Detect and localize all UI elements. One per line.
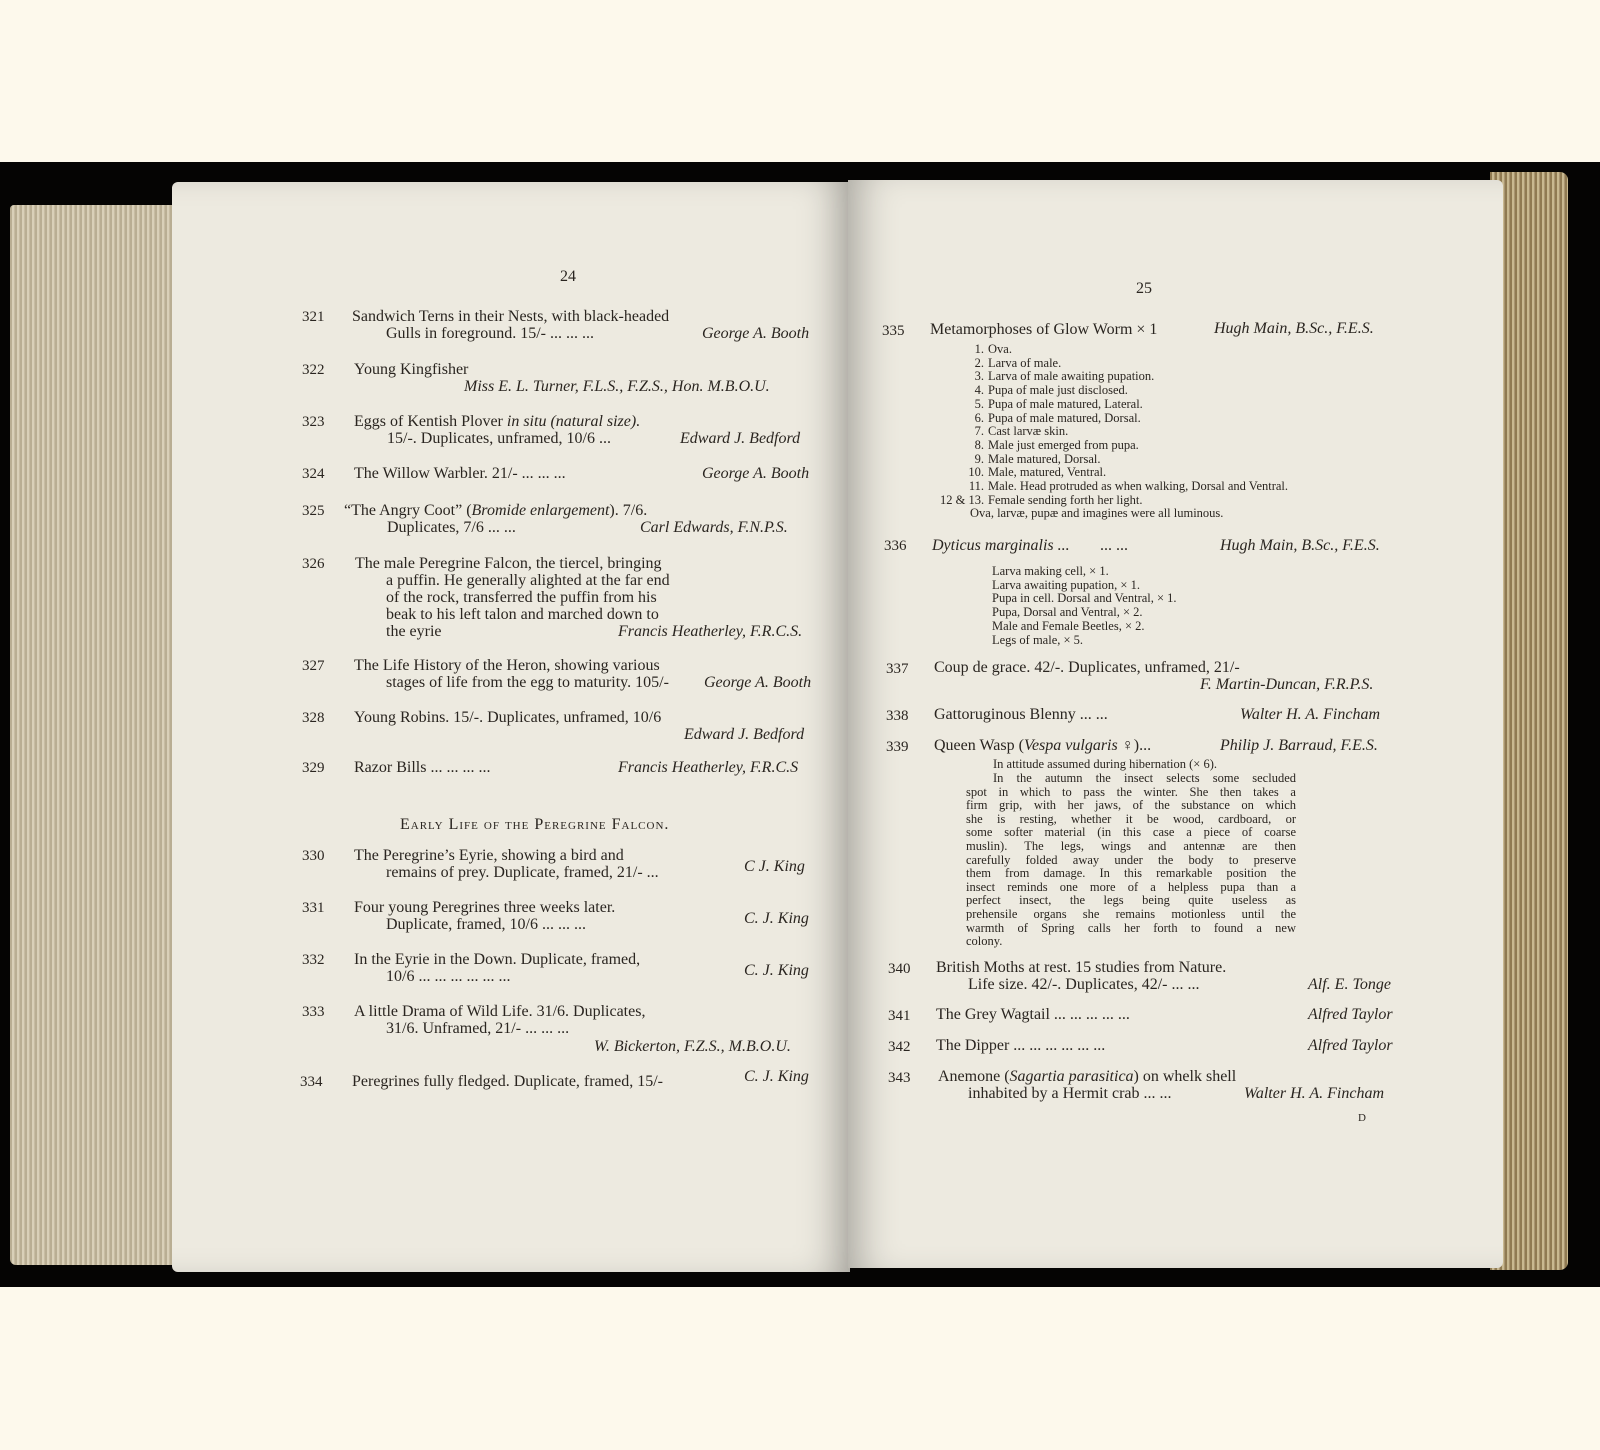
list-number: 10. <box>968 465 984 480</box>
entry-line: The Peregrine’s Eyrie, showing a bird and <box>354 847 624 864</box>
entry-author: George A. Booth <box>702 465 810 482</box>
list-text: Ova. <box>988 342 1012 356</box>
list-number: 11. <box>968 479 984 494</box>
entry-number: 341 <box>888 1008 911 1024</box>
entry-line: Young Robins. 15/-. Duplicates, unframed, 10/6 <box>354 709 662 726</box>
entry-author: C. J. King <box>744 910 809 927</box>
entry-tail: ). 7/6. <box>609 502 648 519</box>
entry-line: 15/-. Duplicates, unframed, 10/6 ... <box>387 430 611 447</box>
entry-author: George A. Booth <box>704 674 812 691</box>
signature-mark: D <box>1358 1112 1366 1124</box>
list-item: Male and Female Beetles, × 2. <box>992 618 1145 633</box>
entry-number: 337 <box>886 661 909 677</box>
entry-line: The Willow Warbler. 21/- ... ... ... <box>354 465 566 482</box>
entry-author: Miss E. L. Turner, F.L.S., F.Z.S., Hon. M.B.O.U. <box>464 378 770 395</box>
entry-number: 331 <box>302 900 325 916</box>
list-item <box>940 412 1288 426</box>
list-item <box>940 439 1288 453</box>
list-number: 1. <box>974 342 984 356</box>
list-number: 6. <box>974 410 984 425</box>
entry-number: 323 <box>302 414 325 430</box>
entry-number: 329 <box>302 760 325 776</box>
entry-author: Walter H. A. Fincham <box>1244 1085 1384 1102</box>
entry-number: 324 <box>302 466 325 482</box>
list-text: Male just emerged from pupa. <box>988 437 1139 452</box>
left-page <box>172 182 850 1272</box>
entry-line: Metamorphoses of Glow Worm × 1 <box>930 321 1158 338</box>
entry-author: Carl Edwards, F.N.P.S. <box>640 519 788 536</box>
list-number: 5. <box>974 396 984 411</box>
entry-line-text: Eggs of Kentish Plover <box>354 413 503 430</box>
entry-number: 326 <box>302 556 325 572</box>
entry-italic: Bromide enlargement <box>471 502 610 519</box>
stage-list <box>940 343 1288 521</box>
paragraph-line: she is resting, whether it be wood, cardboard, or <box>966 811 1296 826</box>
paragraph-line: In the autumn the insect selects some secluded <box>993 771 1296 785</box>
entry-author: Edward J. Bedford <box>684 726 805 743</box>
entry-number: 343 <box>888 1070 911 1086</box>
entry-line: In the Eyrie in the Down. Duplicate, framed, <box>354 951 641 968</box>
entry-number: 328 <box>302 710 325 726</box>
paragraph-line: them from damage. In this remarkable position the <box>966 866 1296 881</box>
page-number: 24 <box>560 268 576 285</box>
wasp-paragraph <box>966 772 1296 949</box>
entry-author: W. Bickerton, F.Z.S., M.B.O.U. <box>594 1038 791 1055</box>
paragraph-line: firm grip, with her jaws, of the substance on which <box>966 798 1296 813</box>
entry-line: Razor Bills ... ... ... ... <box>354 759 491 776</box>
entry-line: 10/6 ... ... ... ... ... ... <box>386 968 511 985</box>
paragraph-line: carefully folded away under the body to preserve <box>966 852 1296 867</box>
entry-number: 335 <box>882 323 905 339</box>
list-item: Pupa in cell. Dorsal and Ventral, × 1. <box>992 591 1177 606</box>
list-item: Legs of male, × 5. <box>992 632 1084 647</box>
list-note-text: Ova, larvæ, pupæ and imagines were all luminous. <box>970 506 1224 521</box>
list-text: Larva of male awaiting pupation. <box>988 369 1155 384</box>
entry-line: Gulls in foreground. 15/- ... ... ... <box>386 325 594 342</box>
entry-author: Walter H. A. Fincham <box>1240 706 1380 723</box>
entry-author: C. J. King <box>744 1068 809 1085</box>
entry-italic: Vespa vulgaris ♀ <box>1023 737 1134 754</box>
list-text: Larva of male. <box>988 355 1062 370</box>
entry-dots: ... ... <box>1100 537 1128 554</box>
entry-line: A little Drama of Wild Life. 31/6. Duplicates, <box>354 1003 646 1020</box>
list-note <box>940 507 1288 521</box>
entry-line: The Dipper ... ... ... ... ... ... <box>936 1037 1106 1054</box>
entry-author: Hugh Main, B.Sc., F.E.S. <box>1214 320 1374 337</box>
paragraph-line: muslin). The legs, wings and antennæ are then <box>966 838 1296 853</box>
paragraph-line: spot in which to pass the winter. She then takes a <box>966 784 1296 799</box>
entry-author: Francis Heatherley, F.R.C.S. <box>618 623 803 640</box>
left-page-edges <box>10 205 190 1265</box>
list-item <box>940 494 1288 508</box>
entry-author: Alfred Taylor <box>1308 1006 1393 1023</box>
entry-number: 321 <box>302 309 325 325</box>
entry-author: Alf. E. Tonge <box>1308 976 1391 993</box>
paragraph-line: insect reminds one more of a helpless pupa than a <box>966 879 1296 894</box>
list-item <box>940 466 1288 480</box>
entry-line: remains of prey. Duplicate, framed, 21/- ... <box>386 864 659 881</box>
entry-author: C. J. King <box>744 962 809 979</box>
entry-author: Francis Heatherley, F.R.C.S <box>618 759 799 776</box>
list-item: Pupa, Dorsal and Ventral, × 2. <box>992 605 1143 620</box>
list-number: 2. <box>974 355 984 370</box>
entry-line: The male Peregrine Falcon, the tiercel, bringing <box>355 555 662 572</box>
entry-line <box>344 502 647 519</box>
entry-line <box>354 413 640 430</box>
page-number: 25 <box>1136 280 1152 297</box>
entry-number: 322 <box>302 362 325 378</box>
entry-author: Edward J. Bedford <box>680 430 801 447</box>
list-item <box>940 453 1288 467</box>
stage-list <box>992 565 1177 647</box>
entry-line: stages of life from the egg to maturity. 105/- <box>386 674 669 691</box>
entry-line: British Moths at rest. 15 studies from Nature. <box>936 959 1227 976</box>
entry-line: Duplicates, 7/6 ... ... <box>387 519 516 536</box>
entry-number: 332 <box>302 952 325 968</box>
entry-line: 31/6. Unframed, 21/- ... ... ... <box>386 1020 570 1037</box>
list-text: Male, matured, Ventral. <box>988 465 1107 480</box>
entry-number: 325 <box>302 503 325 519</box>
entry-number: 333 <box>302 1004 325 1020</box>
entry-line: The Grey Wagtail ... ... ... ... ... <box>936 1006 1130 1023</box>
entry-number: 334 <box>300 1074 323 1090</box>
section-heading: Early Life of the Peregrine Falcon. <box>400 816 670 833</box>
list-item <box>940 398 1288 412</box>
entry-line: Duplicate, framed, 10/6 ... ... ... <box>386 916 586 933</box>
entry-line <box>934 737 1151 754</box>
entry-number: 338 <box>886 708 909 724</box>
entry-author: Hugh Main, B.Sc., F.E.S. <box>1220 537 1380 554</box>
list-item <box>940 357 1288 371</box>
list-item <box>940 343 1288 357</box>
list-item <box>940 384 1288 398</box>
entry-number: 342 <box>888 1039 911 1055</box>
wasp-caption: In attitude assumed during hibernation (× 6). <box>993 757 1218 771</box>
paragraph-line: prehensile organs she remains motionless until the <box>966 906 1296 921</box>
paragraph-line: some softer material (in this case a piece of coarse <box>966 825 1296 840</box>
entry-line: Peregrines fully fledged. Duplicate, framed, 15/- <box>352 1073 663 1090</box>
list-text: Male matured, Dorsal. <box>988 451 1101 466</box>
entry-line: a puffin. He generally alighted at the far end <box>386 572 670 589</box>
paragraph-line: colony. <box>966 934 1003 949</box>
entry-line: Life size. 42/-. Duplicates, 42/- ... ... <box>968 976 1200 993</box>
list-text: Cast larvæ skin. <box>988 424 1069 439</box>
entry-line <box>938 1068 1236 1085</box>
entry-text: Anemone ( <box>938 1068 1010 1085</box>
entry-number: 340 <box>888 961 911 977</box>
list-number: 4. <box>974 383 984 398</box>
list-text: Female sending forth her light. <box>988 492 1143 507</box>
entry-line: inhabited by a Hermit crab ... ... <box>968 1085 1172 1102</box>
list-text: Pupa of male matured, Lateral. <box>988 396 1143 411</box>
paragraph-line: warmth of Spring calls her forth to found a new <box>966 920 1296 935</box>
entry-tail: )... <box>1133 737 1152 754</box>
paragraph-line: perfect insect, the legs being quite useless as <box>966 893 1296 908</box>
entry-author: Alfred Taylor <box>1308 1037 1393 1054</box>
entry-italic: Sagartia parasitica <box>1009 1068 1134 1085</box>
list-number: 9. <box>974 451 984 466</box>
entry-italic: in situ (natural size). <box>506 413 641 430</box>
entry-line: Young Kingfisher <box>354 361 469 378</box>
list-number: 3. <box>974 369 984 384</box>
list-item <box>940 370 1288 384</box>
entry-author: C J. King <box>744 858 805 875</box>
entry-line: Gattoruginous Blenny ... ... <box>934 706 1108 723</box>
list-text: Male. Head protruded as when walking, Dorsal and Ventral. <box>988 479 1289 494</box>
entry-line: Sandwich Terns in their Nests, with black-headed <box>352 308 670 325</box>
entry-line: The Life History of the Heron, showing various <box>354 657 660 674</box>
list-item: Larva awaiting pupation, × 1. <box>992 577 1140 592</box>
list-number: 12 & 13. <box>940 492 985 507</box>
entry-title: Dyticus marginalis ... <box>932 537 1070 554</box>
list-item: Larva making cell, × 1. <box>992 564 1109 578</box>
entry-tail: ) on whelk shell <box>1133 1068 1237 1085</box>
entry-author: Philip J. Barraud, F.E.S. <box>1220 737 1378 754</box>
list-text: Pupa of male just disclosed. <box>988 383 1128 398</box>
list-text: Pupa of male matured, Dorsal. <box>988 410 1141 425</box>
entry-line: the eyrie <box>386 623 442 640</box>
entry-line: Four young Peregrines three weeks later. <box>354 899 616 916</box>
entry-line: beak to his left talon and marched down to <box>386 606 659 623</box>
list-number: 7. <box>974 424 984 439</box>
entry-number: 330 <box>302 848 325 864</box>
right-page <box>848 180 1503 1268</box>
entry-line: of the rock, transferred the puffin from his <box>386 589 657 606</box>
entry-line: Coup de grace. 42/-. Duplicates, unframed, 21/- <box>934 659 1240 676</box>
list-item <box>940 425 1288 439</box>
list-item <box>940 480 1288 494</box>
entry-author: F. Martin-Duncan, F.R.P.S. <box>1200 676 1374 693</box>
entry-author: George A. Booth <box>702 325 810 342</box>
entry-line-text: “The Angry Coot” ( <box>344 502 472 519</box>
entry-number: 327 <box>302 658 325 674</box>
entry-number: 336 <box>884 538 907 554</box>
entry-number: 339 <box>886 739 909 755</box>
list-number: 8. <box>974 437 984 452</box>
entry-title: Queen Wasp ( <box>934 737 1024 754</box>
